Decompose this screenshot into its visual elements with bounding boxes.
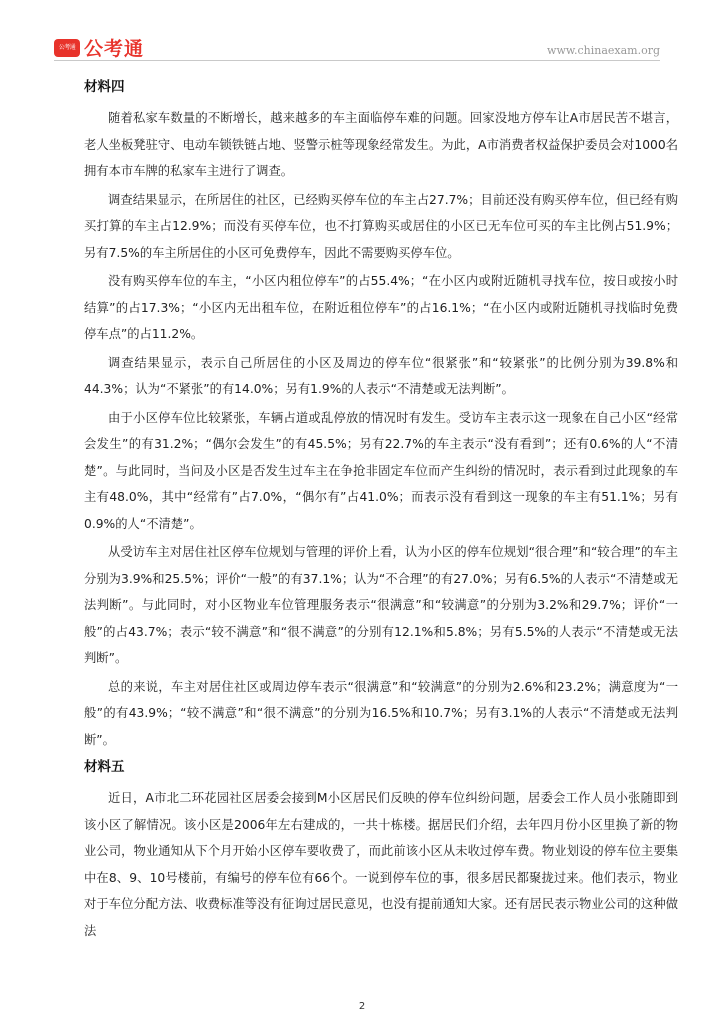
page-header xyxy=(0,0,724,66)
paragraph: 总的来说，车主对居住社区或周边停车表示“很满意”和“较满意”的分别为2.6%和23.2%；满意度为“一般”的有43.9%；“较不满意”和“很不满意”的分别为16.5%和10.7%；另有3.1%的人表示“不清楚或无法判断”。 xyxy=(84,679,678,747)
header-divider xyxy=(54,60,660,61)
paragraph: 调查结果显示，表示自己所居住的小区及周边的停车位“很紧张”和“较紧张”的比例分别为39.8%和44.3%；认为“不紧张”的有14.0%；另有1.9%的人表示“不清楚或无法判断”。 xyxy=(84,355,678,396)
logo-text: 公考通 xyxy=(84,38,145,60)
site-url[interactable]: www.chinaexam.org xyxy=(547,44,660,57)
logo-badge-icon: 公考通 xyxy=(54,39,80,57)
paragraph: 近日，A市北二环花园社区居委会接到M小区居民们反映的停车位纠纷问题，居委会工作人员小张随即到该小区了解情况。该小区是2006年左右建成的，一共十栋楼。据居民们介绍，去年四月份小区里换了新的物业公司，物业通知从下个月开始小区停车要收费了，而此前该小区从未收过停车费。物业划设的停车位主要集中在8、9、10号楼前，有编号的停车位有66个。一说到停车位的事，很多居民都聚拢过来。他们表示，物业对于车位分配方法、收费标准等没有征询过居民意见，也没有提前通知大家。还有居民表示物业公司的这种做法 xyxy=(84,791,678,938)
document-body xyxy=(84,77,678,946)
page-number: 2 xyxy=(358,1001,366,1012)
paragraph: 由于小区停车位比较紧张，车辆占道或乱停放的情况时有发生。受访车主表示这一现象在自己小区“经常会发生”的有31.2%；“偶尔会发生”的有45.5%；另有22.7%的车主表示“没有看到”；还有0.6%的人“不清楚”。与此同时，当问及小区是否发生过车主在争抢非固定车位而产生纠纷的情况时，表示看到过此现象的车主有48.0%，其中“经常有”占7.0%，“偶尔有”占41.0%；而表示没有看到这一现象的车主有51.1%；另有0.9%的人“不清楚”。 xyxy=(84,410,678,531)
logo[interactable] xyxy=(54,34,144,61)
paragraph: 随着私家车数量的不断增长，越来越多的车主面临停车难的问题。回家没地方停车让A市居民苦不堪言，老人坐板凳驻守、电动车锁铁链占地、竖警示桩等现象经常发生。为此，A市消费者权益保护委员会对1000名拥有本市车牌的私家车主进行了调查。 xyxy=(84,111,678,178)
paragraph: 没有购买停车位的车主，“小区内租位停车”的占55.4%；“在小区内或附近随机寻找车位，按日或按小时结算”的占17.3%；“小区内无出租车位，在附近租位停车”的占16.1%；“在小区内或附近随机寻找临时免费停车点”的占11.2%。 xyxy=(84,274,678,341)
section-title: 材料五 xyxy=(84,759,125,775)
paragraph: 从受访车主对居住社区停车位规划与管理的评价上看，认为小区的停车位规划“很合理”和“较合理”的车主分别为3.9%和25.5%；评价“一般”的有37.1%；认为“不合理”的有27.0%；另有6.5%的人表示“不清楚或无法判断”。与此同时，对小区物业车位管理服务表示“很满意”和“较满意”的分别为3.2%和29.7%；评价“一般”的占43.7%；表示“较不满意”和“很不满意”的分别有12.1%和5.8%；另有5.5%的人表示“不清楚或无法判断”。 xyxy=(84,545,678,665)
paragraph: 调查结果显示，在所居住的社区，已经购买停车位的车主占27.7%；目前还没有购买停车位，但已经有购买打算的车主占12.9%；而没有买停车位，也不打算购买或居住的小区已无车位可买的车主比例占51.9%；另有7.5%的车主所居住的小区可免费停车，因此不需要购买停车位。 xyxy=(84,192,678,260)
section-title: 材料四 xyxy=(84,79,125,95)
